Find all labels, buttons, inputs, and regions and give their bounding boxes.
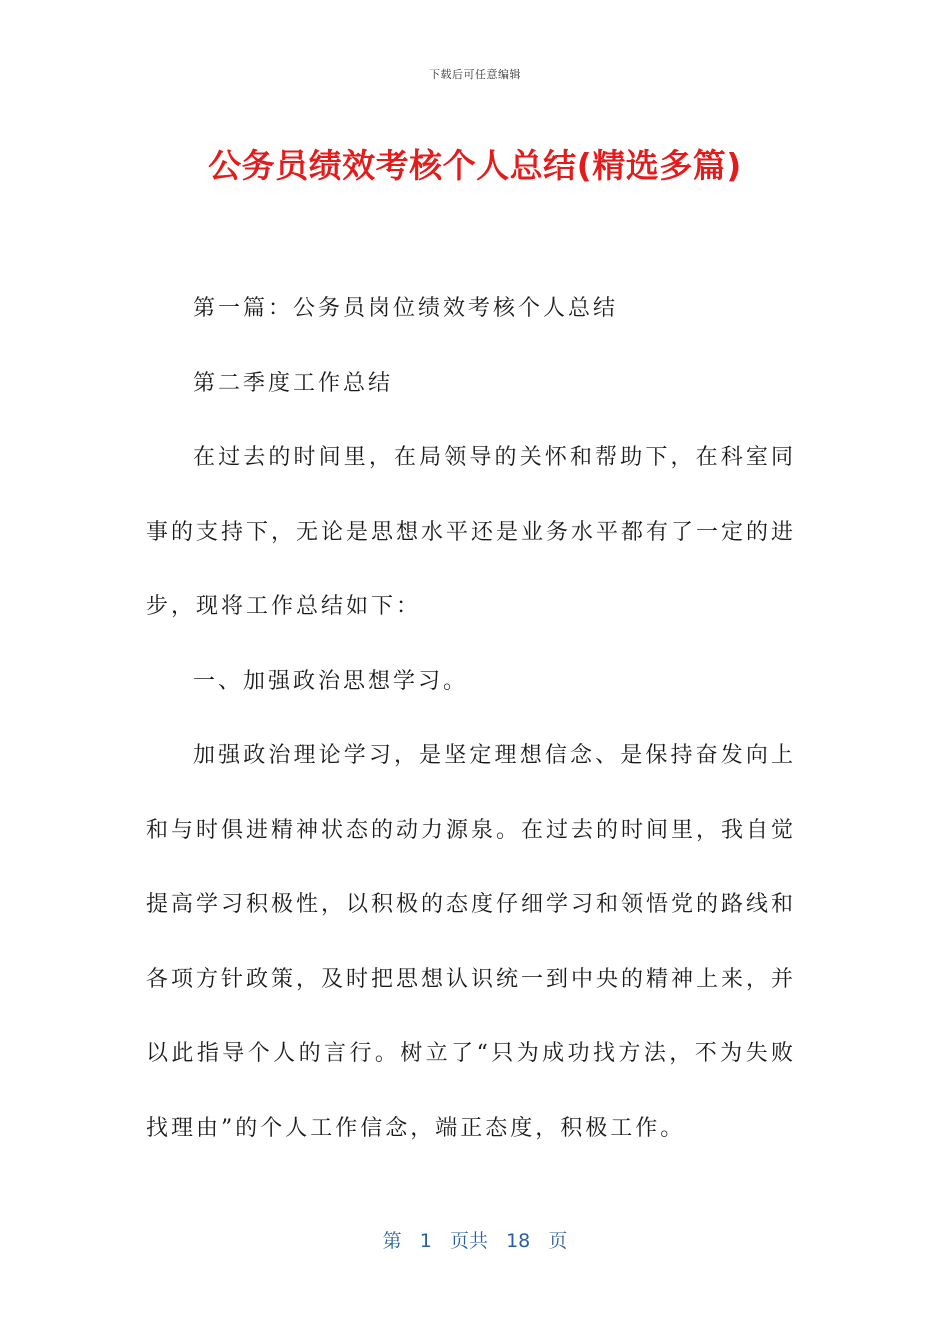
document-title: 公务员绩效考核个人总结(精选多篇) (208, 146, 742, 185)
total-pages: 18 (506, 1230, 531, 1252)
intro-paragraph: 在过去的时间里，在局领导的关怀和帮助下，在科室同事的支持下，无论是思想水平还是业务水平都有了一定的进步，现将工作总结如下： (146, 445, 797, 619)
footer-middle: 页共 (449, 1230, 488, 1252)
header-note: 下载后可任意编辑 (429, 68, 521, 81)
footer-prefix: 第 (382, 1230, 402, 1252)
document-body (146, 272, 796, 1166)
body-paragraph: 加强政治理论学习，是坚定理想信念、是保持奋发向上和与时俱进精神状态的动力源泉。在过去的时间里，我自觉提高学习积极性，以积极的态度仔细学习和领悟党的路线和各项方针政策，及时把思想认识统一到中央的精神上来，并以此指导个人的言行。树立了“只为成功找方法，不为失败找理由”的个人工作信念，端正态度，积极工作。 (146, 743, 797, 1141)
subsection-heading: 第二季度工作总结 (193, 370, 394, 396)
footer-suffix: 页 (548, 1230, 568, 1252)
section-heading: 第一篇：公务员岗位绩效考核个人总结 (193, 296, 619, 321)
page-number: 1 (419, 1230, 432, 1252)
point-heading: 一、加强政治思想学习。 (193, 668, 469, 694)
page-footer (0, 1226, 950, 1253)
